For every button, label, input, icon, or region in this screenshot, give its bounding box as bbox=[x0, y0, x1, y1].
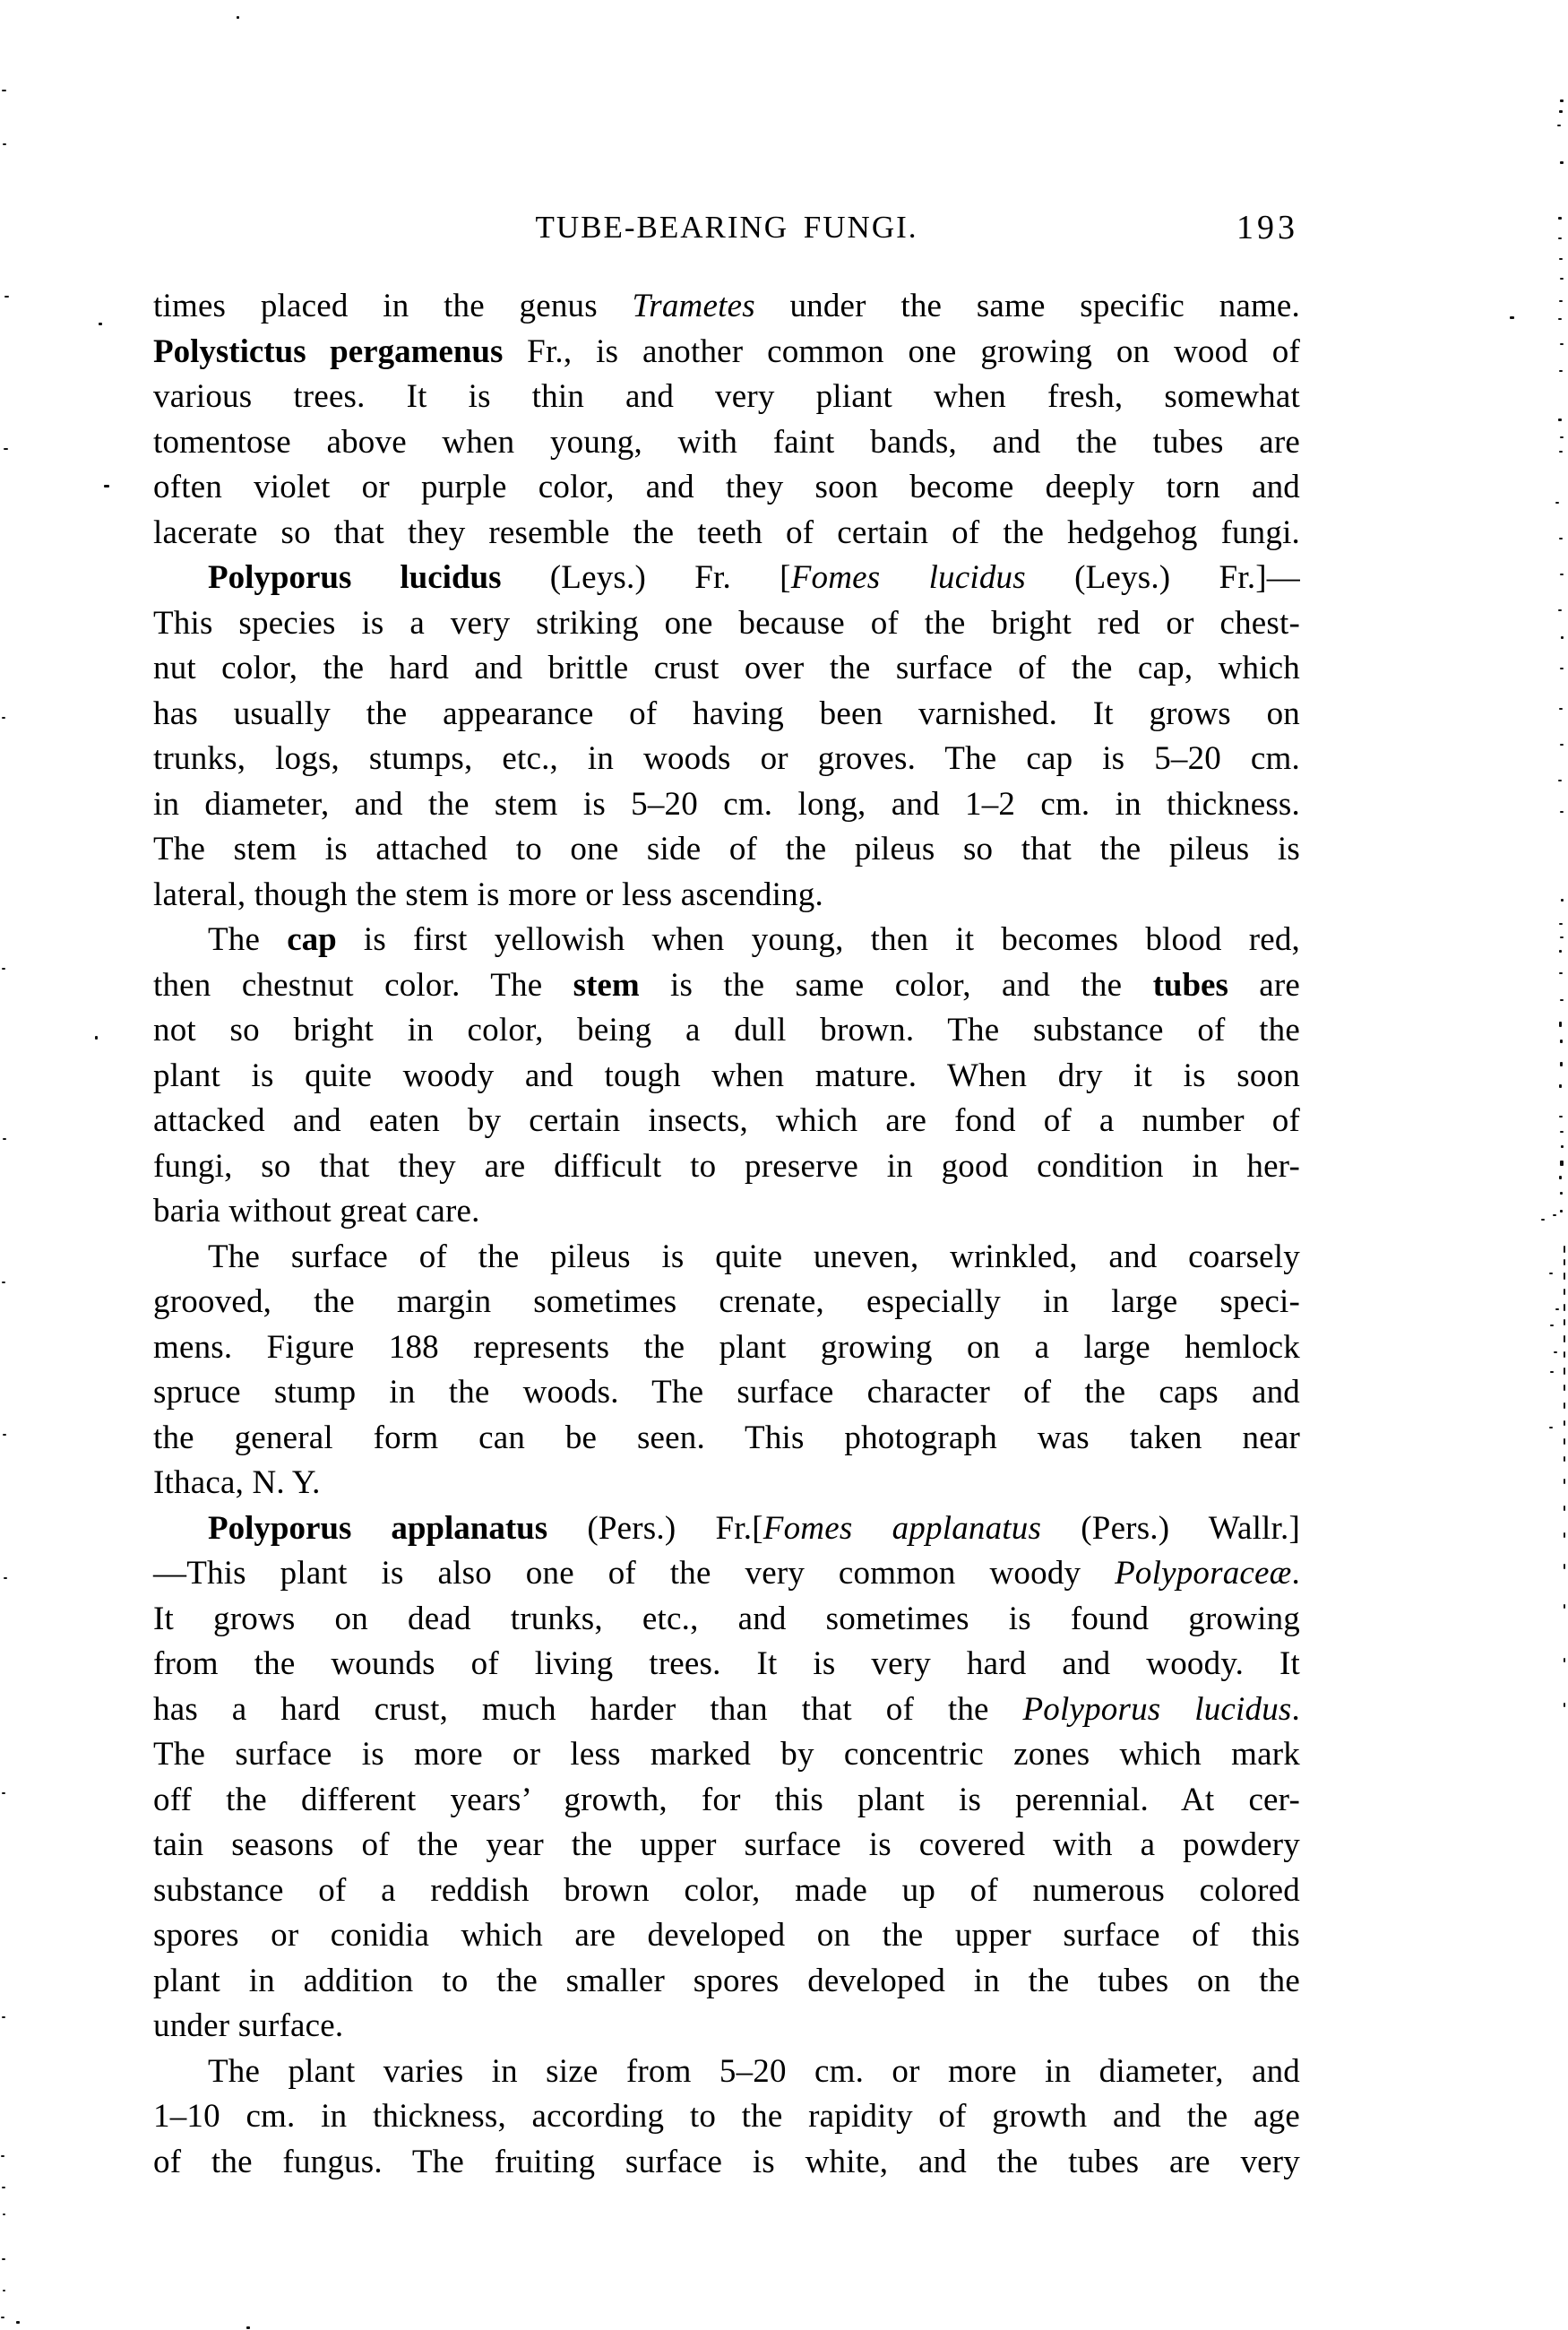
italic-text: Polyporus lucidus bbox=[1022, 1690, 1292, 1728]
body-text: (Leys.) Fr.]— bbox=[1025, 559, 1300, 596]
text-line bbox=[153, 1235, 1300, 1281]
scan-speck bbox=[1560, 1040, 1563, 1043]
body-text: plant is quite woody and tough when mature. When dry it is soon bbox=[153, 1057, 1300, 1094]
scan-speck bbox=[1560, 668, 1564, 669]
body-text: (Pers.) Wallr.] bbox=[1041, 1509, 1300, 1547]
scan-speck bbox=[1564, 1564, 1565, 1569]
scan-speck bbox=[1558, 609, 1562, 611]
scan-speck bbox=[1564, 1402, 1565, 1409]
scan-speck bbox=[1559, 370, 1563, 372]
text-line bbox=[153, 1823, 1300, 1868]
scan-speck bbox=[99, 323, 102, 325]
scan-speck bbox=[4, 448, 8, 450]
body-text: tomentose above when young, with faint bands, and the tubes are bbox=[153, 423, 1300, 461]
scan-speck bbox=[1560, 343, 1564, 345]
italic-text: Polyporaceæ bbox=[1115, 1555, 1292, 1592]
body-text: times placed in the genus bbox=[153, 288, 633, 324]
text-line bbox=[153, 1868, 1300, 1914]
scan-speck bbox=[1564, 1385, 1565, 1391]
scan-speck bbox=[1560, 161, 1564, 164]
text-line bbox=[153, 1008, 1300, 1054]
text-line bbox=[153, 737, 1300, 782]
text-line bbox=[153, 646, 1300, 692]
scan-speck bbox=[1558, 318, 1562, 320]
text-line bbox=[153, 1280, 1300, 1325]
text-line bbox=[153, 692, 1300, 738]
bold-text: stem bbox=[573, 966, 640, 1004]
scan-speck bbox=[1559, 1022, 1562, 1027]
body-text: off the different years’ growth, for this plant is perennial. At cer- bbox=[153, 1781, 1300, 1818]
italic-text: Trametes bbox=[632, 288, 755, 324]
bold-text: Polyporus applanatus bbox=[208, 1509, 548, 1547]
body-text: This species is a very striking one because of the bright red or chest- bbox=[153, 604, 1300, 642]
scan-speck bbox=[2, 717, 5, 719]
paragraph bbox=[153, 284, 1300, 556]
body-text: then chestnut color. The bbox=[153, 966, 573, 1004]
body-text: is first yellowish when young, then it becomes blood red, bbox=[336, 921, 1301, 958]
body-text: substance of a reddish brown color, made up of numerous colored bbox=[153, 1871, 1300, 1909]
body-text: nut color, the hard and brittle crust over the surface of the cap, which bbox=[153, 650, 1300, 686]
scan-speck bbox=[1557, 125, 1561, 126]
scan-speck bbox=[1559, 1116, 1563, 1118]
body-text: trunks, logs, stumps, etc., in woods or groves. The cap is 5–20 cm. bbox=[153, 740, 1300, 777]
scan-speck bbox=[1560, 99, 1564, 102]
scan-speck bbox=[1554, 1351, 1557, 1353]
scan-speck bbox=[1564, 1703, 1565, 1707]
body-text: the general form can be seen. This photograph was taken near bbox=[153, 1419, 1300, 1456]
scan-speck bbox=[1560, 1062, 1563, 1066]
body-text: —This plant is also one of the very common woody bbox=[153, 1555, 1116, 1592]
scan-speck bbox=[1559, 300, 1563, 302]
body-text: . bbox=[1291, 1690, 1300, 1728]
scan-speck bbox=[3, 2290, 5, 2291]
body-text: are bbox=[1228, 966, 1301, 1004]
body-text: under the same specific name. bbox=[754, 288, 1300, 324]
body-text: has usually the appearance of having been varnished. It grows on bbox=[153, 695, 1300, 732]
paragraph bbox=[153, 2050, 1300, 2186]
text-line bbox=[153, 511, 1300, 557]
body-text: attacked and eaten by certain insects, which are fond of a number of bbox=[153, 1102, 1300, 1139]
text-line bbox=[153, 963, 1300, 1009]
body-text: The surface of the pileus is quite uneven, wrinkled, and coarsely bbox=[208, 1238, 1300, 1275]
text-line bbox=[153, 918, 1300, 963]
body-text: in diameter, and the stem is 5–20 cm. long, and 1–2 cm. in thickness. bbox=[153, 785, 1300, 823]
scan-speck bbox=[1549, 1273, 1553, 1274]
scan-speck bbox=[1560, 574, 1564, 575]
scan-speck bbox=[1559, 972, 1563, 974]
scan-speck bbox=[1550, 1371, 1554, 1373]
text-line bbox=[153, 2050, 1300, 2095]
scan-speck bbox=[1558, 780, 1562, 781]
scan-speck bbox=[4, 296, 9, 298]
scan-speck bbox=[1560, 1131, 1564, 1133]
scan-speck bbox=[2, 1792, 5, 1794]
body-text: has a hard crust, much harder than that of the bbox=[153, 1690, 1023, 1728]
body-text: . bbox=[1291, 1555, 1300, 1592]
page-title: TUBE-BEARING FUNGI. bbox=[535, 210, 918, 245]
text-line bbox=[153, 1054, 1300, 1100]
scan-speck bbox=[1, 2155, 4, 2157]
scan-speck bbox=[1560, 1210, 1563, 1212]
text-line bbox=[153, 1506, 1300, 1552]
body-text: (Leys.) Fr. [ bbox=[501, 559, 791, 596]
scan-speck bbox=[1564, 1658, 1565, 1662]
scan-speck bbox=[3, 1138, 6, 1140]
paragraph bbox=[153, 556, 1300, 918]
text-line bbox=[153, 2004, 1300, 2050]
body-text: It grows on dead trunks, etc., and sometimes is found growing bbox=[153, 1600, 1300, 1637]
text-line bbox=[153, 1778, 1300, 1824]
text-line bbox=[153, 330, 1300, 375]
text-line bbox=[153, 2140, 1300, 2186]
scan-speck bbox=[1561, 1145, 1564, 1148]
body-text: of the fungus. The fruiting surface is white, and the tubes are very bbox=[153, 2143, 1300, 2180]
body-text: baria without great care. bbox=[153, 1193, 480, 1230]
scan-speck bbox=[1560, 999, 1564, 1001]
body-text: lacerate so that they resemble the teeth of certain of the hedgehog fungi. bbox=[153, 513, 1300, 551]
scan-speck bbox=[1558, 419, 1562, 421]
scan-speck bbox=[2, 2258, 5, 2260]
body-text: Fr., is another common one growing on wood of bbox=[503, 332, 1301, 370]
bold-text: Polyporus lucidus bbox=[208, 559, 502, 596]
scan-speck bbox=[3, 1434, 6, 1436]
text-line bbox=[153, 1144, 1300, 1190]
scan-speck bbox=[1559, 950, 1562, 953]
scan-speck bbox=[1564, 1479, 1565, 1484]
scan-speck bbox=[3, 2214, 5, 2215]
body-text: spores or conidia which are developed on the upper surface of this bbox=[153, 1917, 1300, 1954]
text-line bbox=[153, 1597, 1300, 1643]
page-number: 193 bbox=[1236, 209, 1298, 246]
scan-speck bbox=[4, 1577, 7, 1579]
body-text: (Pers.) Fr.[ bbox=[547, 1509, 763, 1547]
body-text: mens. Figure 188 represents the plant growing on a large hemlock bbox=[153, 1328, 1300, 1366]
text-line bbox=[153, 1913, 1300, 1959]
body-text: 1–10 cm. in thickness, according to the rapidity of growth and the age bbox=[153, 2098, 1300, 2135]
scan-speck bbox=[1550, 1325, 1554, 1326]
text-line bbox=[153, 1370, 1300, 1416]
scan-speck bbox=[95, 1036, 98, 1040]
scan-speck bbox=[1564, 1456, 1565, 1462]
scan-speck bbox=[1559, 1084, 1562, 1088]
body-text: tain seasons of the year the upper surface is covered with a powdery bbox=[153, 1826, 1300, 1863]
text-line bbox=[153, 1189, 1300, 1235]
text-line bbox=[153, 827, 1300, 873]
scan-speck bbox=[1559, 538, 1563, 539]
scan-speck bbox=[1564, 1246, 1565, 1253]
scan-speck bbox=[1560, 1161, 1564, 1166]
paragraph bbox=[153, 918, 1300, 1235]
scan-speck bbox=[1555, 502, 1559, 504]
scan-speck bbox=[1510, 316, 1514, 319]
text-line bbox=[153, 1551, 1300, 1597]
scan-speck bbox=[2, 2016, 5, 2018]
text-line bbox=[153, 1642, 1300, 1687]
scan-speck bbox=[1560, 744, 1564, 746]
scan-speck bbox=[2, 1282, 5, 1283]
scan-speck bbox=[1564, 1438, 1565, 1445]
body-text: various trees. It is thin and very pliant when fresh, somewhat bbox=[153, 378, 1300, 415]
scan-speck bbox=[2, 2187, 5, 2188]
scan-speck bbox=[1559, 1176, 1562, 1179]
scan-speck bbox=[1559, 451, 1563, 453]
body-text: grooved, the margin sometimes crenate, especially in large speci- bbox=[153, 1283, 1300, 1320]
text-line bbox=[153, 465, 1300, 511]
scan-speck bbox=[1564, 1506, 1565, 1511]
scan-speck bbox=[1560, 811, 1564, 813]
text-line bbox=[153, 1732, 1300, 1778]
body-text: often violet or purple color, and they soon become deeply torn and bbox=[153, 469, 1300, 505]
body-text: spruce stump in the woods. The surface character of the caps and bbox=[153, 1374, 1300, 1411]
text-line bbox=[153, 375, 1300, 420]
scan-speck bbox=[1, 2317, 4, 2318]
text-line bbox=[153, 601, 1300, 647]
scan-speck bbox=[1561, 899, 1564, 902]
scan-speck bbox=[16, 2321, 20, 2324]
body-text: is the same color, and the bbox=[639, 966, 1153, 1004]
bold-text: tubes bbox=[1152, 966, 1228, 1004]
paragraph bbox=[153, 1506, 1300, 2050]
scan-speck bbox=[1564, 1351, 1565, 1358]
text-line bbox=[153, 1416, 1300, 1462]
body-text: plant in addition to the smaller spores developed in the tubes on the bbox=[153, 1962, 1300, 1999]
scan-speck bbox=[1564, 1335, 1565, 1342]
body-text: The stem is attached to one side of the pileus so that the pileus is bbox=[153, 831, 1300, 867]
scan-speck bbox=[1559, 258, 1563, 260]
text-line bbox=[153, 1959, 1300, 2005]
scan-speck bbox=[2, 968, 5, 970]
italic-text: Fomes lucidus bbox=[790, 559, 1026, 596]
body-text: lateral, though the stem is more or less ascending. bbox=[153, 876, 823, 913]
scan-speck bbox=[1559, 923, 1563, 925]
body-text: Ithaca, N. Y. bbox=[153, 1464, 321, 1501]
scan-speck bbox=[1564, 1604, 1565, 1609]
scan-speck bbox=[1564, 1273, 1565, 1280]
scan-speck bbox=[1541, 1219, 1545, 1221]
text-line bbox=[153, 284, 1300, 330]
scan-speck bbox=[3, 143, 6, 145]
scan-speck bbox=[1561, 636, 1564, 639]
scan-speck bbox=[1564, 1532, 1565, 1538]
body-text: from the wounds of living trees. It is very hard and woody. It bbox=[153, 1645, 1300, 1682]
scan-speck bbox=[237, 16, 239, 19]
scan-speck bbox=[104, 485, 109, 488]
body-text: The surface is more or less marked by concentric zones which mark bbox=[153, 1736, 1300, 1773]
scan-speck bbox=[1564, 1259, 1565, 1265]
scan-speck bbox=[1564, 1368, 1565, 1375]
paragraph bbox=[153, 1235, 1300, 1506]
body-text: under surface. bbox=[153, 2007, 344, 2044]
text-block bbox=[153, 284, 1300, 2185]
bold-text: Polystictus pergamenus bbox=[153, 332, 504, 370]
body-text: fungi, so that they are difficult to preserve in good condition in her- bbox=[153, 1147, 1300, 1185]
text-line bbox=[153, 1099, 1300, 1144]
body-text: The bbox=[208, 921, 288, 958]
text-line bbox=[153, 1325, 1300, 1371]
scan-speck bbox=[1564, 1289, 1565, 1295]
scan-speck bbox=[1555, 1308, 1559, 1310]
text-line bbox=[153, 2094, 1300, 2140]
text-line bbox=[153, 782, 1300, 828]
scan-speck bbox=[1560, 1192, 1563, 1195]
scan-speck bbox=[1560, 936, 1564, 938]
text-line bbox=[153, 556, 1300, 601]
scan-speck bbox=[1553, 1214, 1556, 1216]
scan-speck bbox=[1560, 436, 1564, 438]
scan-speck bbox=[2, 90, 6, 91]
scan-speck bbox=[1549, 1427, 1553, 1428]
scan-speck bbox=[1564, 1319, 1565, 1325]
scan-speck bbox=[1560, 278, 1564, 280]
body-text: The plant varies in size from 5–20 cm. or more in diameter, and bbox=[208, 2052, 1300, 2090]
bold-text: cap bbox=[287, 921, 337, 958]
body-text: not so bright in color, being a dull brown. The substance of the bbox=[153, 1012, 1300, 1048]
scan-speck bbox=[1558, 217, 1562, 220]
running-header bbox=[153, 210, 1300, 247]
italic-text: Fomes applanatus bbox=[762, 1509, 1042, 1547]
scan-speck bbox=[1564, 1304, 1565, 1311]
text-line bbox=[153, 1461, 1300, 1506]
text-line bbox=[153, 1687, 1300, 1733]
scan-speck bbox=[1559, 708, 1563, 710]
text-line bbox=[153, 873, 1300, 919]
scan-speck bbox=[1564, 1420, 1565, 1426]
scan-speck bbox=[1559, 110, 1563, 113]
text-line bbox=[153, 420, 1300, 466]
scan-speck bbox=[1558, 237, 1562, 239]
scan-speck bbox=[246, 2326, 250, 2329]
